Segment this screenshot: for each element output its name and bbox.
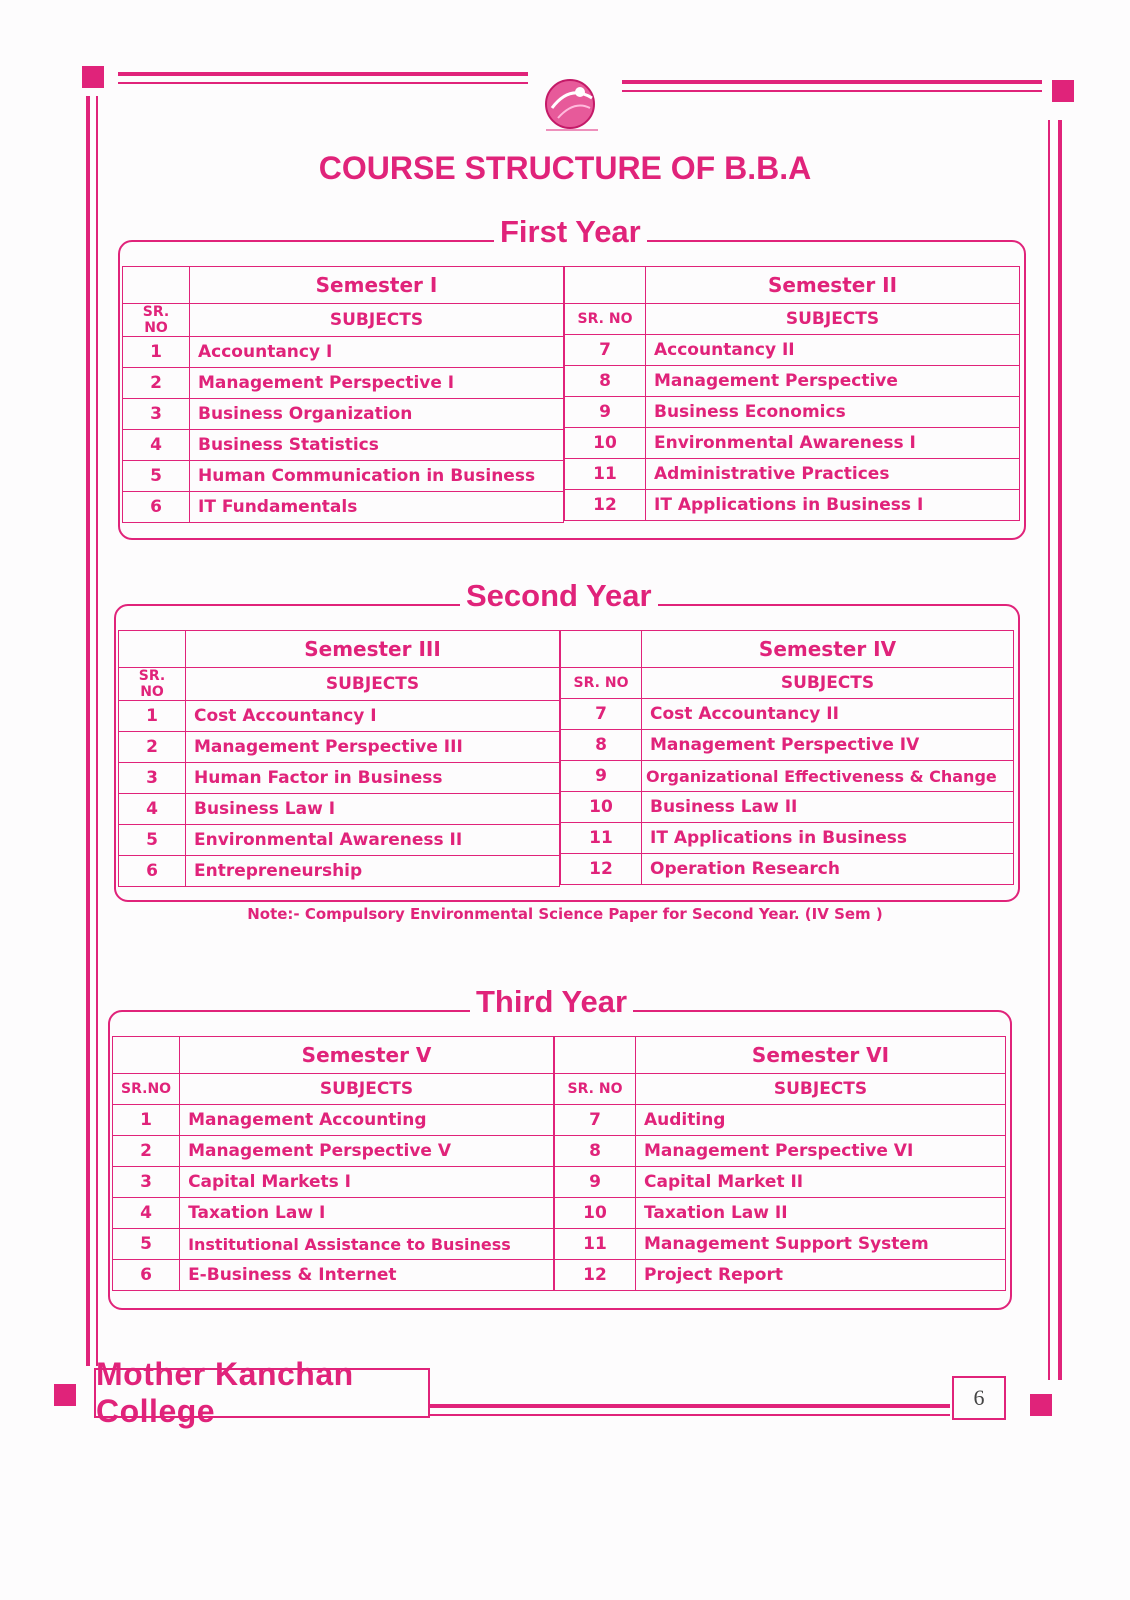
sr-no: 11: [565, 459, 646, 490]
subject: Accountancy I: [190, 337, 564, 368]
subjects-header: SUBJECTS: [180, 1074, 554, 1105]
semester-5-heading: Semester V: [180, 1037, 554, 1074]
semester-4-table: [560, 630, 1014, 885]
college-name: Mother Kanchan College: [94, 1368, 430, 1418]
sr-no: 11: [561, 823, 642, 854]
subject: IT Applications in Business I: [646, 490, 1020, 521]
subject: Environmental Awareness II: [186, 825, 560, 856]
table-row: [113, 1136, 554, 1167]
table-row: [113, 1260, 554, 1291]
semester-2-table: [564, 266, 1020, 521]
sr-no: 4: [123, 430, 190, 461]
table-row: [123, 399, 564, 430]
frame-right-line-inner: [1048, 120, 1050, 1380]
frame-corner-bottom-left: [54, 1384, 76, 1406]
subject: IT Fundamentals: [190, 492, 564, 523]
subject: Project Report: [636, 1260, 1006, 1291]
table-row: [119, 825, 560, 856]
subject: Business Law II: [642, 792, 1014, 823]
frame-top-line-left-inner: [118, 82, 528, 84]
table-row: [565, 490, 1020, 521]
table-row: [555, 1260, 1006, 1291]
table-row: [565, 366, 1020, 397]
semester-4-heading: Semester IV: [642, 631, 1014, 668]
subjects-header: SUBJECTS: [186, 668, 560, 701]
blank-cell: [119, 631, 186, 668]
table-row: [113, 1198, 554, 1229]
table-row: [565, 335, 1020, 366]
subject: E-Business & Internet: [180, 1260, 554, 1291]
sr-no: 5: [113, 1229, 180, 1260]
table-row: [123, 430, 564, 461]
sr-no: 7: [555, 1105, 636, 1136]
sr-no: 2: [119, 732, 186, 763]
first-year-label: First Year: [494, 214, 647, 250]
table-row: [113, 1167, 554, 1198]
sr-no: 5: [123, 461, 190, 492]
sr-no: 9: [555, 1167, 636, 1198]
third-year-label: Third Year: [470, 984, 633, 1020]
subject: Accountancy II: [646, 335, 1020, 366]
subjects-header: SUBJECTS: [190, 304, 564, 337]
sr-no: 9: [565, 397, 646, 428]
sr-no: 6: [113, 1260, 180, 1291]
subject: Taxation Law II: [636, 1198, 1006, 1229]
subject: Capital Market II: [636, 1167, 1006, 1198]
sr-no: 2: [123, 368, 190, 399]
semester-3-table: [118, 630, 560, 887]
table-row: [555, 1136, 1006, 1167]
sr-no: 7: [561, 699, 642, 730]
semester-6-heading: Semester VI: [636, 1037, 1006, 1074]
sr-no: 6: [123, 492, 190, 523]
sr-no: 8: [555, 1136, 636, 1167]
table-row: [565, 428, 1020, 459]
subject: Management Perspective IV: [642, 730, 1014, 761]
table-row: [561, 823, 1014, 854]
sr-no: 10: [565, 428, 646, 459]
frame-left-line: [86, 96, 90, 1366]
sr-no: 4: [119, 794, 186, 825]
frame-top-line-left: [118, 72, 528, 76]
semester-1-heading: Semester I: [190, 267, 564, 304]
semester-2-heading: Semester II: [646, 267, 1020, 304]
sr-no: 10: [561, 792, 642, 823]
sr-no: 7: [565, 335, 646, 366]
sr-no: 1: [113, 1105, 180, 1136]
sr-no: 8: [561, 730, 642, 761]
frame-corner-top-right: [1052, 80, 1074, 102]
subjects-header: SUBJECTS: [646, 304, 1020, 335]
frame-top-line-right: [622, 80, 1042, 84]
subject: Business Economics: [646, 397, 1020, 428]
subject: Management Perspective III: [186, 732, 560, 763]
subject: Organizational Effectiveness & Change: [642, 761, 1014, 792]
semester-1-table: [122, 266, 564, 523]
sr-no: 3: [113, 1167, 180, 1198]
sr-no: 1: [123, 337, 190, 368]
sr-no: 2: [113, 1136, 180, 1167]
frame-corner-top-left: [82, 66, 104, 88]
subject: Business Organization: [190, 399, 564, 430]
subject: Management Perspective V: [180, 1136, 554, 1167]
table-row: [119, 701, 560, 732]
table-row: [113, 1105, 554, 1136]
blank-cell: [561, 631, 642, 668]
subject: Management Support System: [636, 1229, 1006, 1260]
table-row: [555, 1229, 1006, 1260]
second-year-label: Second Year: [460, 578, 658, 614]
sr-no: 6: [119, 856, 186, 887]
table-row: [119, 763, 560, 794]
table-row: [565, 397, 1020, 428]
frame-right-line: [1058, 120, 1062, 1380]
subject: Auditing: [636, 1105, 1006, 1136]
subject: Taxation Law I: [180, 1198, 554, 1229]
table-row: [123, 461, 564, 492]
page-number: 6: [952, 1376, 1006, 1420]
subject: Human Factor in Business: [186, 763, 560, 794]
sr-no: 3: [123, 399, 190, 430]
subject: Management Perspective: [646, 366, 1020, 397]
sr-no-header: SR. NO: [561, 668, 642, 699]
subject: Human Communication in Business: [190, 461, 564, 492]
subject: Entrepreneurship: [186, 856, 560, 887]
sr-no: 12: [555, 1260, 636, 1291]
sr-no: 3: [119, 763, 186, 794]
table-row: [119, 732, 560, 763]
frame-left-line-inner: [96, 96, 98, 1366]
table-row: [561, 792, 1014, 823]
sr-no-header: SR. NO: [565, 304, 646, 335]
subject: Environmental Awareness I: [646, 428, 1020, 459]
page-title: COURSE STRUCTURE OF B.B.A: [318, 150, 812, 186]
table-row: [561, 699, 1014, 730]
sr-no-header: SR.NO: [113, 1074, 180, 1105]
table-row: [123, 337, 564, 368]
subject: Business Statistics: [190, 430, 564, 461]
sr-no: 9: [561, 761, 642, 792]
semester-3-heading: Semester III: [186, 631, 560, 668]
subject: Management Accounting: [180, 1105, 554, 1136]
sr-no: 1: [119, 701, 186, 732]
frame-top-line-right-inner: [622, 90, 1042, 92]
note-text: Note:- Compulsory Environmental Science Paper for Second Year. (IV Sem ): [247, 905, 883, 923]
sr-no-header: SR. NO: [555, 1074, 636, 1105]
college-logo-icon: [540, 74, 604, 136]
sr-no-header: SR. NO: [119, 668, 186, 701]
table-row: [119, 794, 560, 825]
table-row: [123, 368, 564, 399]
sr-no: 5: [119, 825, 186, 856]
table-row: [561, 854, 1014, 885]
table-row: [113, 1229, 554, 1260]
footer-line: [428, 1404, 950, 1408]
semester-6-table: [554, 1036, 1006, 1291]
blank-cell: [113, 1037, 180, 1074]
subject: Administrative Practices: [646, 459, 1020, 490]
sr-no: 12: [561, 854, 642, 885]
sr-no: 12: [565, 490, 646, 521]
subject: Cost Accountancy II: [642, 699, 1014, 730]
sr-no-header: SR. NO: [123, 304, 190, 337]
subjects-header: SUBJECTS: [642, 668, 1014, 699]
table-row: [561, 761, 1014, 792]
subject: Business Law I: [186, 794, 560, 825]
subject: Operation Research: [642, 854, 1014, 885]
blank-cell: [565, 267, 646, 304]
subject: Management Perspective I: [190, 368, 564, 399]
sr-no: 8: [565, 366, 646, 397]
sr-no: 10: [555, 1198, 636, 1229]
subject: Capital Markets I: [180, 1167, 554, 1198]
table-row: [555, 1167, 1006, 1198]
sr-no: 4: [113, 1198, 180, 1229]
subject: IT Applications in Business: [642, 823, 1014, 854]
subjects-header: SUBJECTS: [636, 1074, 1006, 1105]
table-row: [561, 730, 1014, 761]
subject: Institutional Assistance to Business: [180, 1229, 554, 1260]
table-row: [555, 1105, 1006, 1136]
subject: Cost Accountancy I: [186, 701, 560, 732]
semester-5-table: [112, 1036, 554, 1291]
table-row: [555, 1198, 1006, 1229]
sr-no: 11: [555, 1229, 636, 1260]
table-row: [119, 856, 560, 887]
frame-corner-bottom-right: [1030, 1394, 1052, 1416]
table-row: [123, 492, 564, 523]
blank-cell: [123, 267, 190, 304]
blank-cell: [555, 1037, 636, 1074]
subject: Management Perspective VI: [636, 1136, 1006, 1167]
footer-line-inner: [428, 1414, 950, 1416]
table-row: [565, 459, 1020, 490]
